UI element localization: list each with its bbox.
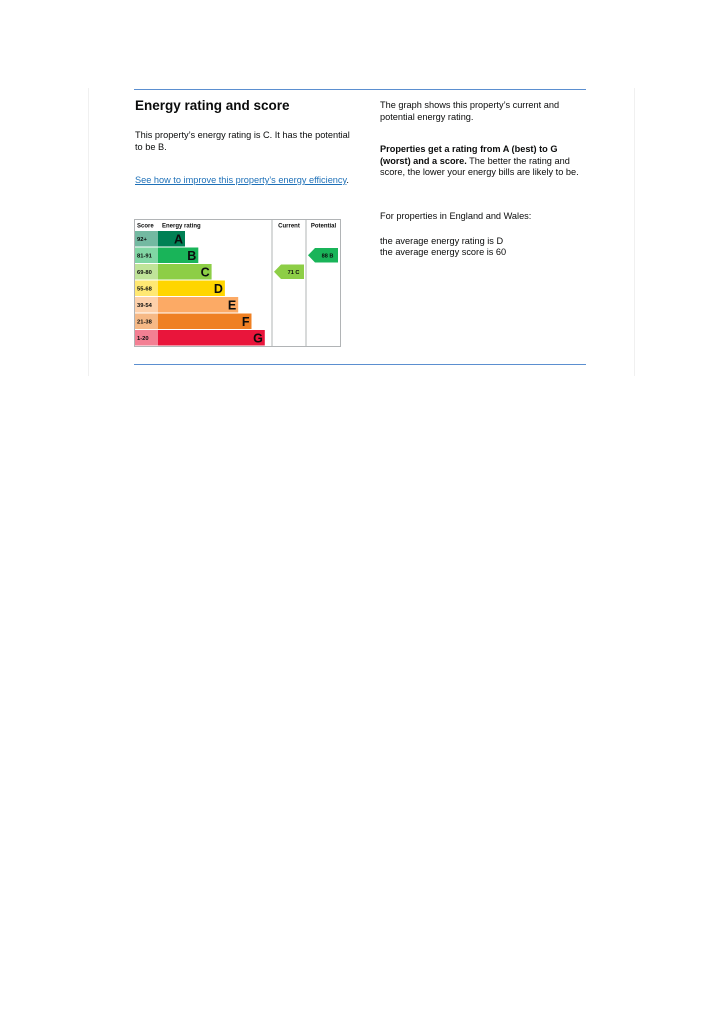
header-potential: Potential: [310, 223, 337, 230]
region-note: For properties in England and Wales:: [380, 211, 532, 221]
band-letter: C: [200, 265, 210, 280]
rating-explanation: [380, 144, 590, 179]
top-divider: [134, 89, 586, 90]
header-current: Current: [278, 223, 300, 230]
band-letter: G: [253, 331, 263, 346]
current-rating-label: 71 C: [287, 269, 300, 276]
band-bar: [158, 330, 265, 346]
section-heading: Energy rating and score: [135, 98, 290, 113]
band-score-label: 81-91: [137, 253, 152, 260]
improve-paragraph: [135, 175, 350, 187]
band-letter: E: [227, 298, 237, 313]
band-letter: D: [213, 281, 223, 296]
band-score-label: 69-80: [137, 269, 152, 276]
bottom-divider: [134, 364, 586, 365]
band-score-label: 21-38: [137, 319, 152, 326]
improve-efficiency-link[interactable]: See how to improve this property’s energy efficiency: [135, 175, 347, 185]
link-suffix: .: [346, 175, 349, 185]
rating-explanation-bold: Properties get a rating from A (best) to G (worst) and a score.: [380, 144, 558, 166]
left-margin-line: [88, 88, 89, 376]
average-rating: the average energy rating is D: [380, 236, 504, 246]
graph-description: The graph shows this property’s current and potential energy rating.: [380, 100, 560, 122]
band-score-label: 55-68: [137, 286, 152, 293]
rating-summary: This property’s energy rating is C. It has the potential to be B.: [135, 130, 350, 152]
rating-explanation-rest: The better the rating and score, the lower your energy bills are likely to be.: [380, 155, 579, 177]
band-score-label: 1-20: [137, 335, 149, 342]
header-score: Score: [137, 223, 154, 230]
band-bar: [158, 297, 238, 313]
average-score: the average energy score is 60: [380, 247, 507, 257]
band-letter: A: [173, 232, 183, 247]
band-score-label: 39-54: [137, 302, 152, 309]
band-bar: [158, 314, 252, 330]
potential-rating-label: 88 B: [321, 253, 334, 260]
energy-rating-chart: [134, 219, 342, 349]
band-score-label: 92+: [137, 236, 147, 243]
band-letter: F: [241, 314, 250, 329]
band-letter: B: [187, 248, 197, 263]
right-margin-line: [634, 88, 635, 376]
header-energy-rating: Energy rating: [162, 223, 201, 230]
